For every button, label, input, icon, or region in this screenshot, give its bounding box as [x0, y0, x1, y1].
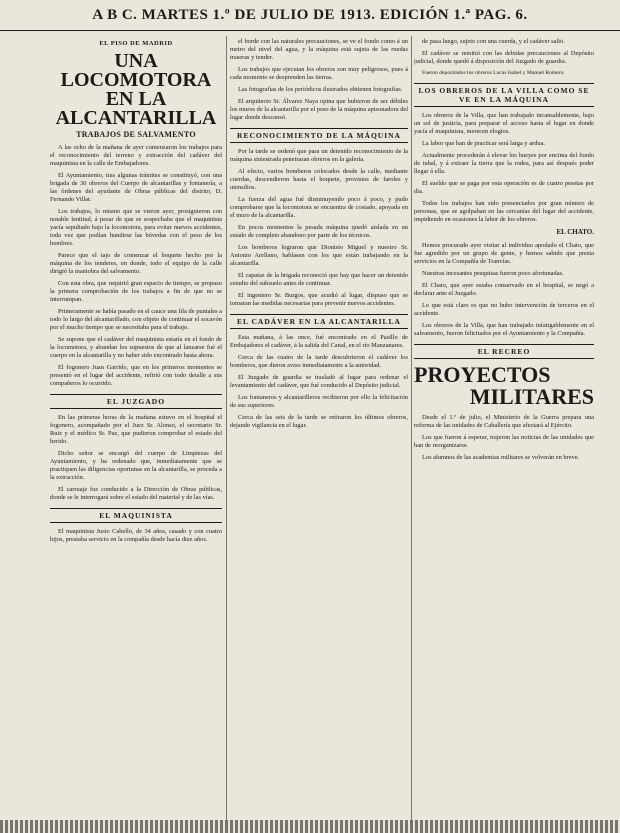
section-title: EL JUZGADO — [50, 394, 222, 409]
column-1 — [50, 38, 222, 818]
paragraph: Con esta obra, que requirió gran espacio de tiempo, se propuso la primera comprobación de los trabajos a fin de que no se interrumpan. — [50, 280, 222, 303]
paragraph: En las primeras horas de la mañana estuvo en el hospital el fogonero, acompañado por el Juez Sr. Alonso, el secretario Sr. Ruiz y el médico Sr. Paz, que pudieron comprobar el estado del herido. — [50, 414, 222, 445]
paragraph: A las ocho de la mañana de ayer comenzaron los trabajos para el reconocimiento del terreno y extracción del cadáver del maquinista en la calle de Embajadores. — [50, 144, 222, 167]
paragraph: El carruaje fue conducido a la Dirección de Obras públicas, donde se le interrogará sobre el estado del material y de las vías. — [50, 486, 222, 501]
paragraph: Los fontaneros y alcantarilleros recibieron por ello la felicitación de sus superiores. — [230, 394, 408, 409]
paragraph: El arquitecto Sr. Álvarez Naya opina que hubieron de ser débiles los muros de la alcantarilla por el peso de la máquina apisonadora del lugar donde descansó. — [230, 98, 408, 121]
paragraph: El Chato, que ayer estaba conservado en el hospital, se negó a declarar ante el Juzgado. — [414, 282, 594, 297]
paragraph: La fuerza del agua fué disminuyendo poco á poco, y pudo comprobarse que la locomotora se encuentra de costado, apoyada en el muro de la alcantarilla. — [230, 196, 408, 219]
paragraph: Desde el 1.º de julio, el Ministerio de la Guerra prepara una reforma de las unidades de Caballería que afectará al Ejército. — [414, 414, 594, 429]
paragraph: El Juzgado de guardia se trasladó al lugar para ordenar el levantamiento del cadáver, que fué conducido al Depósito judicial. — [230, 374, 408, 389]
paragraph: El fogonero Juan Garrido, que en los primeros momentos se presentó en el lugar del accidente, refirió con todo detalle a sus compañeros lo ocurrido. — [50, 364, 222, 387]
paragraph: Se supone que el cadáver del maquinista estaría en el fondo de la locomotora, y abundan los supuestos de que al lanzarse fué el cuerpo en la alcantarilla y no haber sido encontrado hasta ahora. — [50, 336, 222, 359]
paragraph: Parece que el tajo de comenzar el boquete hecho por la máquina de los tenderes, en donde, todo el equipo de la calle dirigió la maniobra del salvamento. — [50, 252, 222, 275]
section-title: EL RECREO — [414, 344, 594, 359]
paragraph: La labor que han de practicar será larga y ardua. — [422, 140, 546, 147]
paragraph: El sueldo que se paga por esta operación es de cuatro pesetas por día. — [414, 180, 594, 195]
paragraph: El maquinista Justo Cabello, de 34 años, casado y con cuatro hijos, prestaba servicio en la compañía desde hacía diez años. — [50, 528, 222, 543]
paragraph: Todos los trabajos han sido presenciados por gran número de personas, que se agolpaban en las cercanías del lugar del accidente, impidiendo en ocasiones la labor de los obreros. — [414, 200, 594, 223]
headline: PROYECTOS — [414, 362, 551, 387]
signature: EL CHATO. — [556, 228, 594, 236]
column-rule — [411, 36, 412, 821]
bottom-print-strip — [0, 820, 620, 833]
paragraph: Las fotografías de los periódicos ilustrados obtienen fotografías. — [238, 86, 403, 93]
paragraph: de pasa luego, sujeto con una cuerda, y el cadáver salió. — [422, 38, 565, 45]
section-title: EL MAQUINISTA — [50, 508, 222, 523]
paragraph: Los trabajos que ejecutan los obreros son muy peligrosos, pues á cada momento se desprenden las tierras. — [230, 66, 408, 81]
paragraph: El capataz de la brigada reconoció que hay que hacer un detenido estudio del subsuelo antes de continuar. — [230, 272, 408, 287]
subheadline: TRABAJOS DE SALVAMENTO — [76, 130, 196, 139]
paragraph: Actualmente procederán á elevar los bueyes por encima del fondo de tubal, y á extraer la tierra que la rodea, para así después poder llegar á ella. — [414, 152, 594, 175]
paragraph: El Ayuntamiento, tras algunas trámites se constituyó, con una brigada de 30 obreros del Cuerpo de alcantarillas y fontanería, a las órdenes del ayudante de Obras públicas del distrito, D. Fernando Villar. — [50, 172, 222, 203]
paragraph: Lo que está claro es que no hubo intervención de terceros en el accidente. — [414, 302, 594, 317]
paragraph: Los obreros de la Villa, que han trabajado infatigablemente en el salvamento, fueron felicitados por el Ayuntamiento y la Compañía. — [414, 322, 594, 337]
paragraph: En pocos momentos la pesada máquina quedó aislada en un estado de completo abandono por parte de los técnicos. — [230, 224, 408, 239]
column-rule — [226, 36, 227, 821]
paragraph: Nuestras incesantes pesquisas fueron poco afortunadas. — [422, 270, 564, 277]
headline: UNA LOCOMOTORA EN LA ALCANTARILLA — [55, 50, 217, 129]
paragraph: Los trabajos, lo mismo que se vieron ayer, prosiguieron con notable lentitud, á pesar de que se sospechaba que el maquinista yacía sepultado bajo la locomotora, para evitar nuevos accidentes, toda vez que podían hundirse las bóvedas con el peso de los hombres. — [50, 208, 222, 247]
paragraph: El cadáver se remitió con las debidas precauciones al Depósito judicial, donde quedó á disposición del Juzgado de guardia. — [414, 50, 594, 65]
section-title: EL CADÁVER EN LA ALCANTARILLA — [230, 314, 408, 329]
column-3 — [414, 38, 594, 818]
kicker: EL PISO DE MADRID — [99, 40, 173, 47]
paragraph: el borde con las naturales precauciones, se ve el fondo como á un metro del nivel del agua, y la máquina está sujeta de las ruedas traseras y tender. — [230, 38, 408, 61]
paragraph: Al efecto, varios bomberos colocados desde la calle, mediante cuerdas, descendieron hasta el boquete, provistos de faroles y utensilios. — [230, 168, 408, 191]
paragraph: Los obreros de la Villa, que han trabajado incansablemente, bajo un sol de justicia, para preparar el acceso hasta el lugar en donde yacía el maquinista, merecen elogios. — [414, 112, 594, 135]
paragraph: Por la tarde se ordenó que para un detenido reconocimiento de la máquina siniestrada penetraran obreros en la galería. — [230, 148, 408, 163]
page-header: A B C. MARTES 1.º DE JULIO DE 1913. EDICIÓN 1.ª PAG. 6. — [0, 0, 620, 31]
section-title: LOS OBREROS DE LA VILLA COMO SE VE EN LA MÁQUINA — [414, 83, 594, 107]
paragraph: Hemos procurado ayer visitar al individuo apodado el Chato, que fue agredido por un grupo de gente, y hemos sabido que presta servicios en la Compañía de Tranvías. — [414, 242, 594, 265]
paragraph: Dicho señor se encargó del cuerpo de Limpiezas del Ayuntamiento, y ha ordenado que, inmediatamente que se practiquen las diligencias oportunas en la alcantarilla, se proceda a la extracción. — [50, 450, 222, 481]
column-2 — [230, 38, 408, 818]
paragraph: El ingeniero Sr. Burgos, que acudió al lugar, dispuso que se tomaran las medidas necesarias para prevenir nuevos accidentes. — [230, 292, 408, 307]
paragraph: Esta mañana, á las once, fué encontrado en el Pasillo de Embajadores el cadáver, á la salida del Canal, en el río Manzanares. — [230, 334, 408, 349]
paragraph: Los que fueron á esperar, trajeron las noticias de las unidades que han de reorganizarse. — [414, 434, 594, 449]
section-title: RECONOCIMIENTO DE LA MÁQUINA — [230, 128, 408, 143]
paragraph: Los alumnos de las academias militares se volverán en breve. — [422, 454, 580, 461]
paragraph: Cerca de las seis de la tarde se retiraron los últimos obreros, dejando vigilancia en el lugar. — [230, 414, 408, 429]
article-body — [50, 144, 222, 388]
paragraph: Primeramente se había pasado en el cauce una fila de puntales a todo lo largo del alcantarillado, con objeto de continuar el socavón por el mucho tiempo que se necesitaba para el trabajo. — [50, 308, 222, 331]
paragraph: Los bomberos lograron que Dionisio Miguel y nuestro Sr. Antonio Arellano, hablasen con los que están trabajando en la alcantarilla. — [230, 244, 408, 267]
paragraph: Cerca de las cuatro de la tarde descubrieron el cadáver los bomberos, que dieron aviso inmediatamente a la autoridad. — [230, 354, 408, 369]
headline: MILITARES — [469, 384, 594, 409]
paragraph: Fueron depositados los obreros Lucas Isabel y Manuel Romero. — [422, 70, 565, 76]
